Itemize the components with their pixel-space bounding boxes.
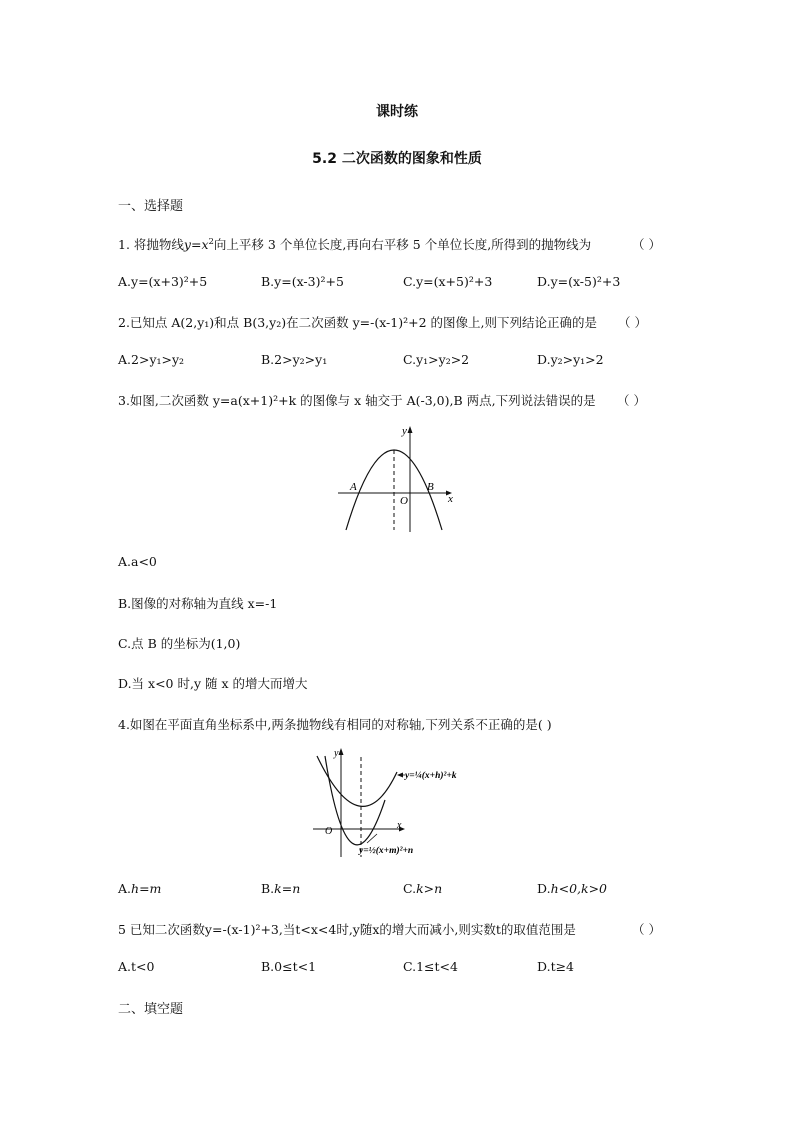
option-label: D. (537, 352, 551, 367)
question-4-option-b[interactable] (261, 881, 300, 896)
question-2-option-d[interactable] (537, 352, 604, 367)
question-1-option-b[interactable] (261, 274, 344, 289)
question-1-option-d[interactable] (537, 274, 620, 289)
option-text: t≥4 (550, 959, 575, 974)
option-text: y=(x-5)²+3 (550, 274, 621, 289)
option-text: y₁>y₂>2 (416, 352, 470, 367)
option-label: C. (403, 959, 417, 974)
lower-eq-leader (367, 834, 377, 843)
question-5-option-d[interactable] (537, 959, 574, 974)
origin-label: O (325, 826, 333, 837)
question-4-option-d[interactable] (537, 881, 607, 896)
option-label: D. (537, 959, 551, 974)
question-2-stem: 2.已知点 A(2,y₁)和点 B(3,y₂)在二次函数 y=-(x-1)²+2 的图像上,则下列结论正确的是 (118, 315, 597, 330)
option-text: k>n (416, 881, 443, 896)
question-3-stem: 3.如图,二次函数 y=a(x+1)²+k 的图像与 x 轴交于 A(-3,0),B 两点,下列说法错误的是 (118, 393, 596, 408)
y-axis-arrow-icon (408, 426, 413, 433)
point-b-label: B (427, 481, 434, 493)
option-text: y=(x-3)²+5 (274, 274, 344, 289)
section-heading-choice: 一、选择题 (118, 199, 184, 214)
question-3-option-b[interactable]: B.图像的对称轴为直线 x=-1 (118, 596, 278, 611)
upper-parabola-equation: y=¼(x+h)²+k (405, 771, 457, 781)
question-4-graph (305, 742, 495, 862)
option-label: D. (537, 881, 551, 896)
x-axis-label: x (397, 820, 402, 831)
option-label: A. (118, 274, 132, 289)
question-4-option-a[interactable] (118, 881, 161, 896)
question-5-option-a[interactable] (118, 959, 154, 974)
option-label: A. (118, 352, 132, 367)
option-label: D. (537, 274, 551, 289)
question-2-option-a[interactable] (118, 352, 184, 367)
question-1-stem-exp: 2 (208, 236, 214, 247)
section-heading-fill: 二、填空题 (118, 1002, 184, 1017)
option-text: 0≤t<1 (274, 959, 317, 974)
option-text: y=(x+5)²+3 (416, 274, 493, 289)
question-1-answer-paren: （ ） (632, 237, 661, 252)
option-text: 2>y₂>y₁ (274, 352, 328, 367)
question-1-stem-a: 1. 将抛物线 (118, 237, 184, 252)
option-label: C. (403, 881, 417, 896)
question-5-option-b[interactable] (261, 959, 316, 974)
question-2-option-b[interactable] (261, 352, 327, 367)
question-3-answer-paren: （ ） (617, 393, 646, 408)
question-1-option-c[interactable] (403, 274, 492, 289)
option-label: A. (118, 959, 132, 974)
option-label: B. (261, 274, 275, 289)
option-label: C. (403, 352, 417, 367)
question-5-option-c[interactable] (403, 959, 458, 974)
lower-parabola-curve (325, 756, 385, 845)
option-text: h<0,k>0 (550, 881, 608, 896)
question-4-option-c[interactable] (403, 881, 442, 896)
question-4-stem: 4.如图在平面直角坐标系中,两条抛物线有相同的对称轴,下列关系不正确的是( ) (118, 717, 552, 732)
y-axis-label: y (402, 425, 407, 437)
question-1-stem-b: 向上平移 3 个单位长度,再向右平移 5 个单位长度,所得到的抛物线为 (213, 237, 592, 252)
question-3-graph (330, 420, 470, 532)
option-text: y=(x+3)²+5 (131, 274, 208, 289)
question-5-answer-paren: （ ） (632, 922, 661, 937)
origin-label: O (400, 495, 408, 507)
question-1-stem (118, 235, 591, 253)
upper-eq-arrow-icon (397, 773, 403, 778)
y-axis-arrow-icon (339, 748, 344, 755)
page-subtitle: 5.2 二次函数的图象和性质 (312, 151, 482, 167)
option-label: B. (261, 959, 275, 974)
question-1-stem-eq: y=x (183, 237, 209, 252)
option-label: B. (261, 881, 275, 896)
point-a-label: A (350, 481, 357, 493)
option-label: B. (261, 352, 275, 367)
option-text: h=m (131, 881, 162, 896)
question-3-option-d[interactable]: D.当 x<0 时,y 随 x 的增大而增大 (118, 676, 308, 691)
option-label: C. (403, 274, 417, 289)
y-axis-label: y (334, 748, 339, 759)
lower-parabola-equation: y=½(x+m)²+n (359, 846, 414, 856)
question-1-option-a[interactable] (118, 274, 207, 289)
option-label: A. (118, 881, 132, 896)
option-text: t<0 (131, 959, 155, 974)
x-axis-label: x (448, 493, 453, 505)
question-3-option-a[interactable]: A.a<0 (118, 554, 157, 569)
page-title: 课时练 (376, 104, 418, 120)
option-text: y₂>y₁>2 (550, 352, 604, 367)
question-2-option-c[interactable] (403, 352, 469, 367)
question-2-answer-paren: （ ） (618, 315, 647, 330)
option-text: k=n (274, 881, 301, 896)
question-5-stem: 5 已知二次函数y=-(x-1)²+3,当t<x<4时,y随x的增大而减小,则实数t的取值范围是 (118, 922, 576, 937)
question-3-option-c[interactable]: C.点 B 的坐标为(1,0) (118, 636, 241, 651)
option-text: 2>y₁>y₂ (131, 352, 185, 367)
option-text: 1≤t<4 (416, 959, 458, 974)
